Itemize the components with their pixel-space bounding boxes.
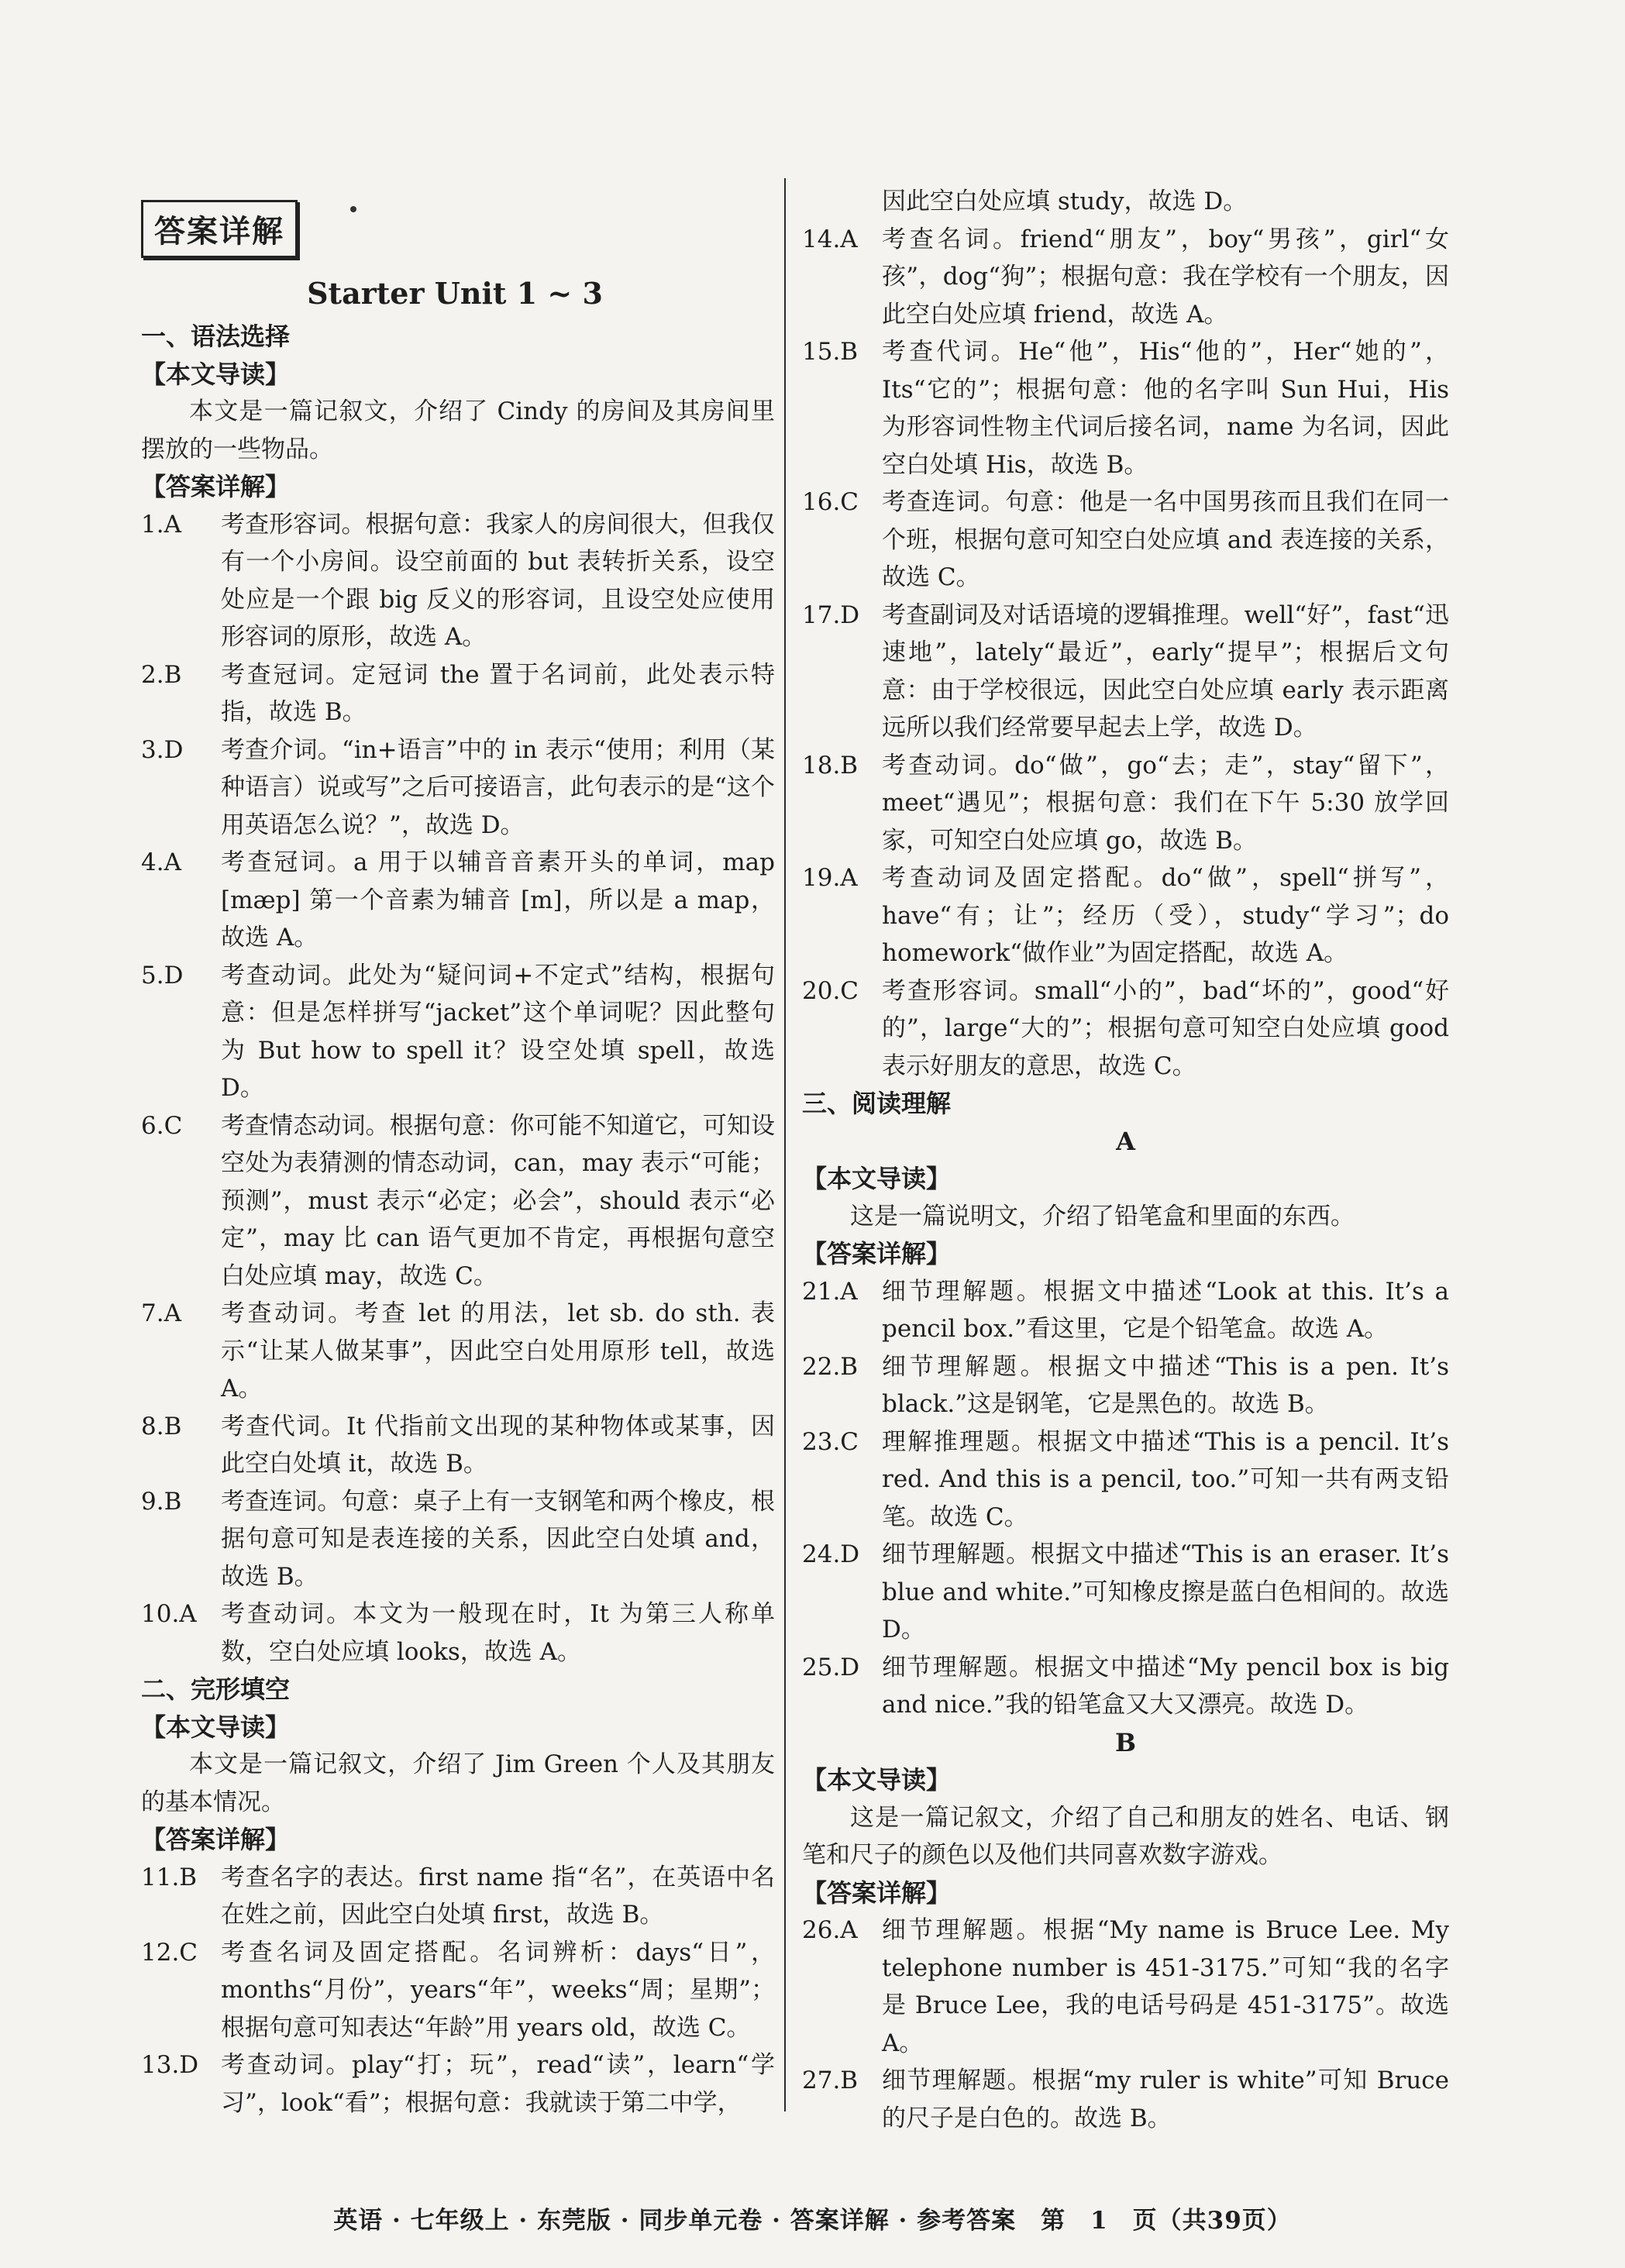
answer-number: 12.C [141,1938,198,1967]
answer-item [141,1107,775,1296]
answer-number: 20.C [802,976,859,1005]
answer-item [802,484,1449,597]
answer-explanation: 考查动词。do“做”，go“去；走”，stay“留下”，meet“遇见”；根据句意：我们在下午 5:30 放学回家，可知空白处应填 go，故选 B。 [882,751,1449,855]
answer-item [802,972,1449,1086]
right-column [802,183,1449,2137]
passage-a-heading: A [1116,1126,1135,1156]
answer-explanation: 细节理解题。根据“my ruler is white”可知 Bruce 的尺子是白色的。故选 B。 [882,2067,1449,2132]
answer-explanation: 考查动词。本文为一般现在时，It 为第三人称单数，空白处应填 looks，故选 A。 [221,1600,775,1666]
answer-number: 1.A [141,510,181,539]
continued-line: 因此空白处应填 study，故选 D。 [882,188,1248,215]
answer-item [141,1595,775,1671]
answer-number: 16.C [802,488,859,516]
answer-number: 4.A [141,848,181,876]
answer-number: 13.D [141,2051,199,2079]
answer-item [802,859,1449,972]
unit-title: Starter Unit 1 ~ 3 [307,276,603,311]
answer-explanation: 考查动词。考查 let 的用法，let sb. do sth. 表示“让某人做某事”，因此空白处用原形 tell，故选 A。 [221,1299,775,1402]
answer-list-passage-a [802,1273,1449,1724]
answer-list-passage-b [802,1912,1449,2137]
guide-paragraph: 这是一篇说明文，介绍了铅笔盒和里面的东西。 [850,1202,1355,1230]
answer-item [141,1934,775,2047]
answer-explanation: 考查冠词。定冠词 the 置于名词前，此处表示特指，故选 B。 [221,660,775,726]
answer-tag: 【答案详解】 [141,472,291,501]
answer-number: 19.A [802,864,858,892]
passage-b-heading: B [1114,1727,1137,1757]
answer-number: 25.D [802,1653,860,1681]
answer-item [802,2062,1449,2137]
answer-explanation: 细节理解题。根据文中描述“My pencil box is big and nice.”我的铅笔盒又大又漂亮。故选 D。 [882,1653,1449,1719]
answer-item [141,1859,775,1934]
ink-dot [350,206,356,212]
guide-paragraph: 这是一篇记叙文，介绍了自己和朋友的姓名、电话、钢笔和尺子的颜色以及他们共同喜欢数字游戏。 [802,1803,1449,1869]
answer-explanation: 考查动词及固定搭配。do“做”，spell“拼写”，have“有；让”；经历（受），study“学习”；do homework“做作业”为固定搭配，故选 A。 [882,864,1449,967]
answer-explanation: 考查连词。句意：他是一名中国男孩而且我们在同一个班，根据句意可知空白处应填 and 表连接的关系，故选 C。 [882,488,1449,591]
guide-tag: 【本文导读】 [141,1712,291,1742]
answer-number: 2.B [141,660,182,689]
answer-explanation: 考查名字的表达。first name 指“名”，在英语中名在姓之前，因此空白处填 first，故选 B。 [221,1863,775,1929]
column-divider [784,178,786,2111]
page-footer: 英语 · 七年级上 · 东莞版 · 同步单元卷 · 答案详解 · 参考答案 第 1 页（共39页） [333,2207,1292,2235]
answer-list-cloze-cont [802,221,1449,1086]
answer-explanation: 考查动词。play“打；玩”，read“读”，learn“学习”，look“看”；根据句意：我就读于第二中学， [221,2051,775,2117]
answer-number: 8.B [141,1412,182,1440]
answer-explanation: 考查名词。friend“朋友”，boy“男孩”，girl“女孩”，dog“狗”；根据句意：我在学校有一个朋友，因此空白处应填 friend，故选 A。 [882,225,1449,329]
answer-item [141,844,775,957]
answer-number: 27.B [802,2067,859,2094]
answer-number: 11.B [141,1863,198,1891]
answer-item [802,1273,1449,1348]
answer-number: 7.A [141,1299,181,1327]
answer-item [141,1483,775,1596]
answer-item [802,747,1449,860]
guide-paragraph: 本文是一篇记叙文，介绍了 Jim Green 个人及其朋友的基本情况。 [141,1750,775,1816]
answer-item [802,333,1449,484]
answer-number: 17.D [802,601,860,629]
answer-number: 15.B [802,338,859,366]
answer-number: 3.D [141,735,184,764]
answer-item [141,1295,775,1408]
guide-tag: 【本文导读】 [141,359,291,389]
answer-tag: 【答案详解】 [802,1239,952,1268]
answer-explanation: 考查情态动词。根据句意：你可能不知道它，可知设空处为表猜测的情态动词，can，may 表示“可能；预测”，must 表示“必定；必会”，should 表示“必定”，may 比 can 语气更加不肯定，再根据句意空白处应填 may，故选 C。 [221,1111,775,1290]
answer-item [141,1408,775,1483]
answer-explanation: 考查副词及对话语境的逻辑推理。well“好”，fast“迅速地”，lately“最近”，early“提早”；根据后文句意：由于学校很远，因此空白处应填 early 表示距离远所以我们经常要早起去上学，故选 D。 [882,601,1449,742]
answer-explanation: 考查介词。“in+语言”中的 in 表示“使用；利用（某种语言）说或写”之后可接语言，此句表示的是“这个用英语怎么说？”，故选 D。 [221,735,775,839]
answer-item [141,731,775,845]
answer-explanation: 考查连词。句意：桌子上有一支钢笔和两个橡皮，根据句意可知是表连接的关系，因此空白处填 and，故选 B。 [221,1487,775,1591]
answer-number: 9.B [141,1487,182,1516]
answer-explanation: 细节理解题。根据文中描述“Look at this. It’s a pencil box.”看这里，它是个铅笔盒。故选 A。 [882,1277,1449,1343]
answer-item [802,597,1449,747]
left-column [141,318,775,2122]
answer-explanation: 细节理解题。根据文中描述“This is a pen. It’s black.”这是钢笔，它是黑色的。故选 B。 [882,1352,1449,1418]
answer-number: 26.A [802,1916,858,1944]
answer-number: 5.D [141,961,184,989]
answer-explanation: 考查代词。He“他”，His“他的”，Her“她的”，Its“它的”；根据句意：他的名字叫 Sun Hui，His 为形容词性物主代词后接名词，name 为名词，因此空白处填 His，故选 B。 [882,338,1449,479]
answer-tag: 【答案详解】 [802,1877,952,1908]
guide-tag: 【本文导读】 [802,1765,952,1795]
answer-explanation: 考查动词。此处为“疑问词+不定式”结构，根据句意：但是怎样拼写“jacket”这个单词呢？因此整句为 But how to spell it？设空处填 spell，故选 D。 [221,961,775,1102]
answer-number: 21.A [802,1277,858,1306]
answer-explanation: 考查形容词。small“小的”，bad“坏的”，good“好的”，large“大的”；根据句意可知空白处应填 good 表示好朋友的意思，故选 C。 [882,976,1449,1080]
answer-explanation: 考查冠词。a 用于以辅音音素开头的单词，map [mæp] 第一个音素为辅音 [m]，所以是 a map，故选 A。 [221,848,775,952]
answer-number: 22.B [802,1352,859,1381]
answer-number: 23.C [802,1427,859,1456]
answer-item [802,221,1449,334]
answer-item [141,656,775,731]
answer-item [802,1649,1449,1724]
answer-box-title: 答案详解 [141,200,298,258]
answer-explanation: 理解推理题。根据文中描述“This is a pencil. It’s red. And this is a pencil, too.”可知一共有两支铅笔。故选 C。 [882,1427,1449,1531]
answer-list-grammar [141,506,775,1671]
answer-item [802,1536,1449,1649]
answer-number: 24.D [802,1540,860,1568]
guide-tag: 【本文导读】 [802,1164,952,1193]
answer-explanation: 细节理解题。根据“My name is Bruce Lee. My telephone number is 451-3175.”可知“我的名字是 Bruce Lee，我的电话号码是 451-3175”。故选 A。 [882,1916,1449,2057]
answer-item [141,2046,775,2122]
answer-explanation: 考查名词及固定搭配。名词辨析：days“日”，months“月份”，years“年”，weeks“周；星期”；根据句意可知表达“年龄”用 years old，故选 C。 [221,1938,775,2042]
answer-number: 10.A [141,1600,197,1628]
answer-number: 6.C [141,1111,183,1140]
answer-item [141,506,775,656]
answer-number: 18.B [802,751,859,780]
answer-item [802,1423,1449,1537]
answer-item [141,957,775,1107]
guide-paragraph: 本文是一篇记叙文，介绍了 Cindy 的房间及其房间里摆放的一些物品。 [141,398,775,463]
answer-list-cloze [141,1859,775,2122]
section-heading-grammar: 一、语法选择 [141,322,291,351]
section-heading-cloze: 二、完形填空 [141,1674,291,1704]
answer-item [802,1912,1449,2062]
answer-item [802,1348,1449,1423]
answer-tag: 【答案详解】 [141,1825,291,1854]
section-heading-reading: 三、阅读理解 [802,1089,952,1118]
answer-explanation: 考查形容词。根据句意：我家人的房间很大，但我仅有一个小房间。设空前面的 but 表转折关系，设空处应是一个跟 big 反义的形容词，且设空处应使用形容词的原形，故选 A。 [221,510,775,651]
answer-explanation: 细节理解题。根据文中描述“This is an eraser. It’s blue and white.”可知橡皮擦是蓝白色相间的。故选 D。 [882,1540,1449,1643]
answer-explanation: 考查代词。It 代指前文出现的某种物体或某事，因此空白处填 it，故选 B。 [221,1412,775,1478]
answer-number: 14.A [802,225,858,253]
